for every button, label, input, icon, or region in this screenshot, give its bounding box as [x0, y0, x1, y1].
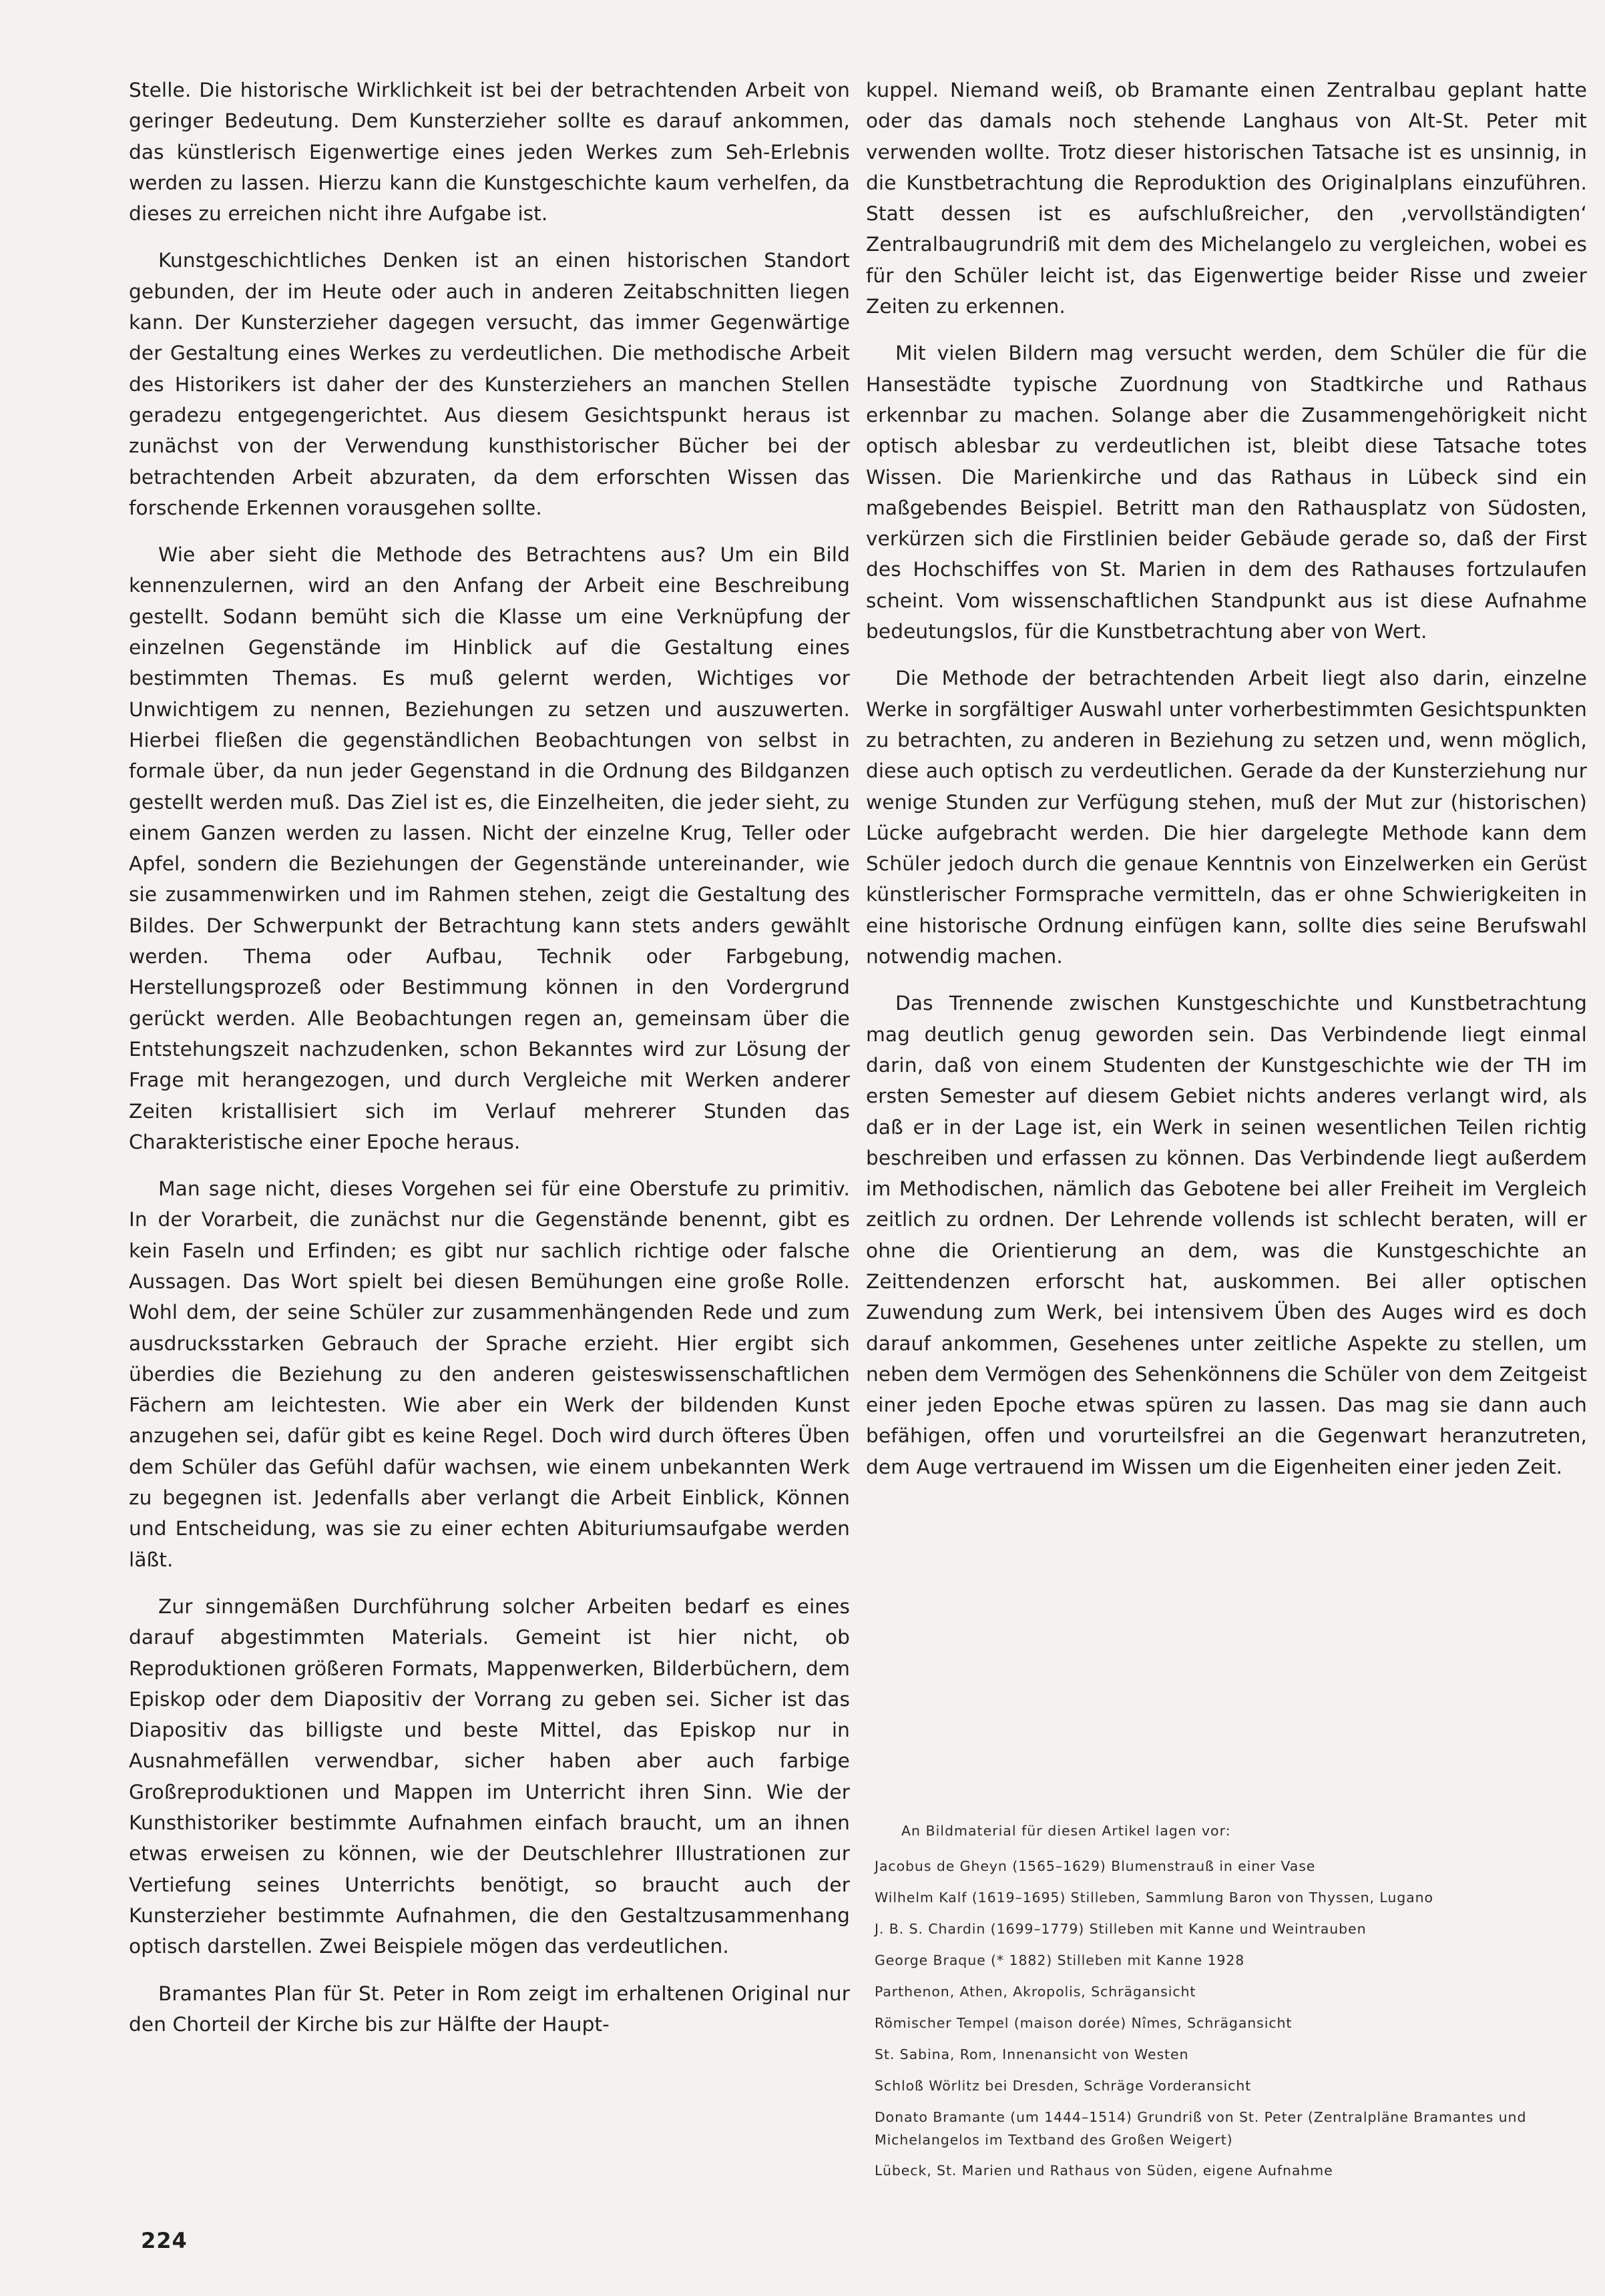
paragraph: Bramantes Plan für St. Peter in Rom zeigt im erhaltenen Original nur den Chorteil der Kirche bis zur Hälfte der Haupt-: [129, 1982, 850, 2036]
paragraph: Wie aber sieht die Methode des Betrachtens aus? Um ein Bild kennenzulernen, wird an den Anfang der Arbeit eine Beschreibung gestellt. Sodann bemüht sich die Klasse um eine Verknüpfung der einzelnen Gegenstände im Hinblick auf die Gestaltung eines bestimmten Themas. Es muß gelernt werden, Wichtiges vor Unwichtigem zu nennen, Beziehungen zu setzen und auszuwerten. Hierbei fließen die gegenständlichen Beobachtungen von selbst in formale über, da nun jeder Gegenstand in die Ordnung des Bildganzen gestellt werden muß. Das Ziel ist es, die Einzelheiten, die jeder sieht, zu einem Ganzen werden zu lassen. Nicht der einzelne Krug, Teller oder Apfel, sondern die Beziehungen der Gegenstände untereinander, wie sie zusammenwirken und im Rahmen stehen, zeigt die Gestaltung des Bildes. Der Schwerpunkt der Betrachtung kann stets anders gewählt werden. Thema oder Aufbau, Technik oder Farbgebung, Herstellungsprozeß oder Bestimmung können in den Vordergrund gerückt werden. Alle Beobachtungen regen an, gemeinsam über die Entstehungszeit nachzudenken, schon Bekanntes wird zur Lösung der Frage mit herangezogen, und durch Vergleiche mit Werken anderer Zeiten kristallisiert sich im Verlauf mehrerer Stunden das Charakteristische einer Epoche heraus.: [129, 543, 850, 1153]
picture-source-item: J. B. S. Chardin (1699–1779) Stilleben mit Kanne und Weintrauben: [875, 1921, 1367, 1937]
paragraph: Zur sinngemäßen Durchführung solcher Arbeiten bedarf es eines darauf abgestimmten Materials. Gemeint ist hier nicht, ob Reproduktionen größeren Formats, Mappenwerken, Bilderbüchern, dem Episkop oder dem Diapositiv der Vorrang zu geben sei. Sicher ist das Diapositiv das billigste und beste Mittel, das Episkop nur in Ausnahmefällen verwendbar, sicher haben aber auch farbige Großreproduktionen und Mappen im Unterricht ihren Sinn. Wie der Kunsthistoriker bestimmte Aufnahmen einfach braucht, um an ihnen etwas erweisen zu können, wie der Deutschlehrer Illustrationen zur Vertiefung seines Unterrichts benötigt, so braucht auch der Kunsterzieher bestimmte Aufnahmen, die den Gestaltzusammenhang optisch darstellen. Zwei Beispiele mögen das verdeutlichen.: [129, 1595, 850, 1958]
picture-source-item: Donato Bramante (um 1444–1514) Grundriß von St. Peter (Zentralpläne Bramantes und Michelangelos im Textband des Großen Weigert): [875, 2109, 1527, 2148]
right-text-column: [866, 75, 1587, 1498]
paragraph: Mit vielen Bildern mag versucht werden, dem Schüler die für die Hansestädte typische Zuordnung von Stadtkirche und Rathaus erkennbar zu machen. Solange aber die Zusammengehörigkeit nicht optisch ablesbar zu verdeutlichen ist, bleibt diese Tatsache totes Wissen. Die Marienkirche und das Rathaus in Lübeck sind ein maßgebendes Beispiel. Betritt man den Rathausplatz von Südosten, verkürzen sich die Firstlinien beider Gebäude gerade so, daß der First des Hochschiffes von St. Marien in dem des Rathauses fortzulaufen scheint. Vom wissenschaftlichen Standpunkt aus ist diese Aufnahme bedeutungslos, für die Kunstbetrachtung aber von Wert.: [866, 342, 1587, 643]
picture-source-item: Wilhelm Kalf (1619–1695) Stilleben, Sammlung Baron von Thyssen, Lugano: [875, 1890, 1433, 1906]
picture-source-item: George Braque (* 1882) Stilleben mit Kanne 1928: [875, 1952, 1245, 1968]
picture-source-item: St. Sabina, Rom, Innenansicht von Westen: [875, 2046, 1189, 2062]
picture-sources: [875, 1815, 1582, 2187]
page-number: 224: [141, 2228, 188, 2253]
paragraph: Man sage nicht, dieses Vorgehen sei für eine Oberstufe zu primitiv. In der Vorarbeit, die zunächst nur die Gegenstände benennt, gibt es kein Faseln und Erfinden; es gibt nur sachlich richtige oder falsche Aussagen. Das Wort spielt bei diesen Bemühungen eine große Rolle. Wohl dem, der seine Schüler zur zusammenhängenden Rede und zum ausdrucksstarken Gebrauch der Sprache erzieht. Hier ergibt sich überdies die Beziehung zu den anderen geisteswissenschaftlichen Fächern am leichtesten. Wie aber ein Werk der bildenden Kunst anzugehen sei, dafür gibt es keine Regel. Doch wird durch öfteres Üben dem Schüler das Gefühl dafür wachsen, wie einem unbekannten Werk zu begegnen ist. Jedenfalls aber verlangt die Arbeit Einblick, Können und Entscheidung, was sie zu einer echten Abituriumsaufgabe werden läßt.: [129, 1177, 850, 1571]
picture-source-item: Schloß Wörlitz bei Dresden, Schräge Vorderansicht: [875, 2078, 1252, 2094]
picture-sources-heading: An Bildmaterial für diesen Artikel lagen vor:: [901, 1823, 1231, 1839]
picture-source-item: Römischer Tempel (maison dorée) Nîmes, Schrägansicht: [875, 2015, 1293, 2031]
left-text-column: [129, 75, 850, 2056]
picture-source-item: Parthenon, Athen, Akropolis, Schrägansicht: [875, 1984, 1196, 2000]
paragraph: Das Trennende zwischen Kunstgeschichte und Kunstbetrachtung mag deutlich genug geworden sein. Das Verbindende liegt einmal darin, daß von einem Studenten der Kunstgeschichte wie der TH im ersten Semester auf diesem Gebiet nichts anderes verlangt wird, als daß er in der Lage ist, ein Werk in seinen wesentlichen Teilen richtig beschreiben und erfassen zu können. Das Verbindende liegt außerdem im Methodischen, nämlich das Gebotene bei aller Freiheit im Vergleich zeitlich zu ordnen. Der Lehrende vollends ist schlecht beraten, will er ohne die Orientierung an dem, was die Kunstgeschichte an Zeittendenzen erforscht hat, auskommen. Bei aller optischen Zuwendung zum Werk, bei intensivem Üben des Auges wird es doch darauf ankommen, Gesehenes unter zeitliche Aspekte zu stellen, um neben dem Vermögen des Sehenkönnens die Schüler von dem Zeitgeist einer jeden Epoche etwas spüren zu lassen. Das mag sie dann auch befähigen, offen und vorurteilsfrei an die Gegenwart heranzutreten, dem Auge vertrauend im Wissen um die Eigenheiten einer jeden Zeit.: [866, 992, 1587, 1478]
picture-source-item: Lübeck, St. Marien und Rathaus von Süden, eigene Aufnahme: [875, 2163, 1333, 2179]
paragraph: Stelle. Die historische Wirklichkeit ist bei der betrachtenden Arbeit von geringer Bedeutung. Dem Kunsterzieher sollte es darauf ankommen, das künstlerisch Eigenwertige eines jeden Werkes zum Seh-Erlebnis werden zu lassen. Hierzu kann die Kunstgeschichte kaum verhelfen, da dieses zu erreichen nicht ihre Aufgabe ist.: [129, 79, 850, 226]
paragraph: Die Methode der betrachtenden Arbeit liegt also darin, einzelne Werke in sorgfältiger Auswahl unter vorherbestimmten Gesichtspunkten zu betrachten, zu anderen in Beziehung zu setzen und, wenn möglich, diese auch optisch zu verdeutlichen. Gerade da der Kunsterziehung nur wenige Stunden zur Verfügung stehen, muß der Mut zur (historischen) Lücke aufgebracht werden. Die hier dargelegte Methode kann dem Schüler jedoch durch die genaue Kenntnis von Einzelwerken ein Gerüst künstlerischer Formsprache vermitteln, das er ohne Schwierigkeiten in eine historische Ordnung einfügen kann, sollte dies seine Berufswahl notwendig machen.: [866, 667, 1587, 968]
paragraph: kuppel. Niemand weiß, ob Bramante einen Zentralbau geplant hatte oder das damals noch stehende Langhaus von Alt-St. Peter mit verwenden wollte. Trotz dieser historischen Tatsache ist es unsinnig, in die Kunstbetrachtung die Reproduktion des Originalplans einzuführen. Statt dessen ist es aufschlußreicher, den ‚vervollständigten‘ Zentralbaugrundriß mit dem des Michelangelo zu vergleichen, wobei es für den Schüler leicht ist, das Eigenwertige beider Risse und zweier Zeiten zu erkennen.: [866, 79, 1587, 318]
paragraph: Kunstgeschichtliches Denken ist an einen historischen Standort gebunden, der im Heute oder auch in anderen Zeitabschnitten liegen kann. Der Kunsterzieher dagegen versucht, das immer Gegenwärtige der Gestaltung eines Werkes zu verdeutlichen. Die methodische Arbeit des Historikers ist daher der des Kunsterziehers an manchen Stellen geradezu entgegengerichtet. Aus diesem Gesichtspunkt heraus ist zunächst von der Verwendung kunsthistorischer Bücher bei der betrachtenden Arbeit abzuraten, da dem erforschten Wissen das forschende Erkennen vorausgehen sollte.: [129, 249, 850, 519]
picture-source-item: Jacobus de Gheyn (1565–1629) Blumenstrauß in einer Vase: [875, 1858, 1316, 1874]
